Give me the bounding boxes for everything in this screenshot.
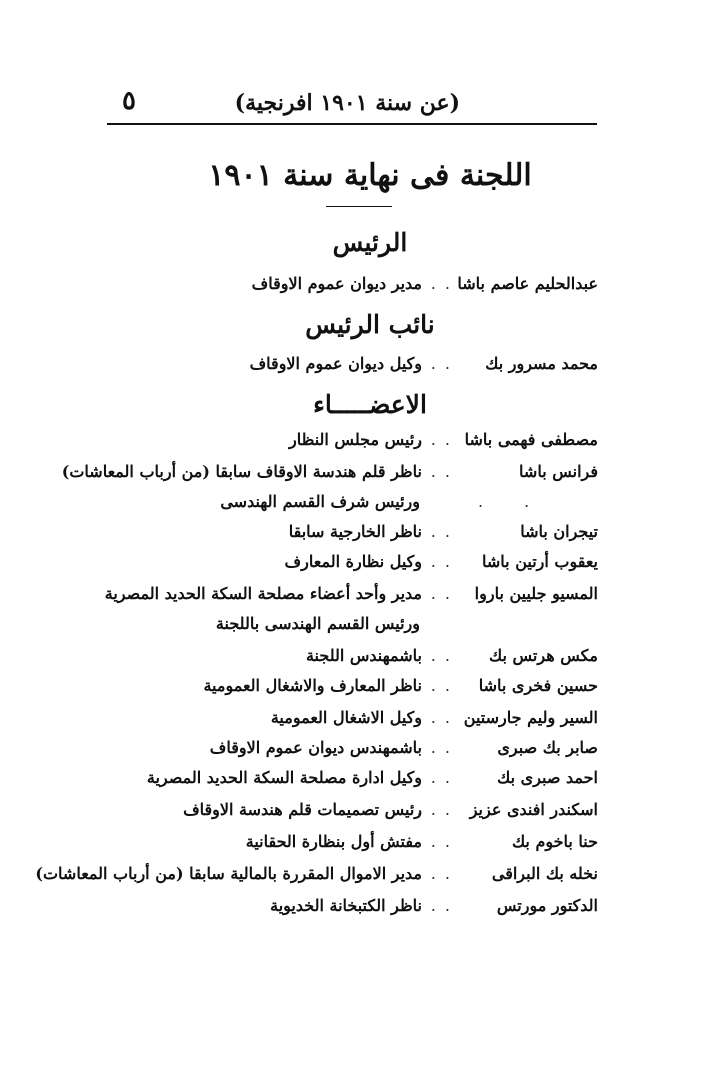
leader-dots: . . .	[416, 552, 452, 571]
member-row	[100, 428, 598, 452]
member-row	[100, 736, 598, 760]
member-name: تيجران باشا	[520, 522, 598, 541]
leader-dots: . . .	[416, 430, 452, 449]
member-role: باشمهندس ديوان عموم الاوقاف	[209, 738, 422, 757]
member-role: رئيس مجلس النظار	[288, 430, 422, 449]
member-row	[100, 550, 598, 574]
members-heading: الاعضـــــاء	[313, 390, 427, 419]
member-row	[100, 830, 598, 854]
member-role: ناظر قلم هندسة الاوقاف سابقا (من أرباب المعاشات)	[61, 462, 422, 481]
member-name: احمد صبرى بك	[497, 768, 598, 787]
president-role: مدير ديوان عموم الاوقاف	[251, 274, 422, 293]
member-name: مصطفى فهمى باشا	[464, 430, 598, 449]
leader-dots: . . .	[416, 768, 452, 787]
member-row	[100, 674, 598, 698]
member-role-continuation: ورئيس القسم الهندسى باللجنة	[215, 614, 420, 633]
leader-dots: . . .	[416, 676, 452, 695]
member-role: مفتش أول بنظارة الحقانية	[245, 832, 422, 851]
member-row	[100, 582, 598, 606]
member-role: وكيل نظارة المعارف	[284, 552, 422, 571]
leader-dots: . . .	[416, 864, 452, 883]
leader-dots: . . .	[416, 832, 452, 851]
leader-dots: . . .	[416, 354, 452, 373]
member-role: ناظر الكتبخانة الخديوية	[270, 896, 422, 915]
president-row	[100, 272, 598, 296]
member-role: وكيل ادارة مصلحة السكة الحديد المصرية	[146, 768, 422, 787]
member-name: مكس هرتس بك	[489, 646, 598, 665]
member-row	[35, 862, 598, 886]
leader-dots: . . .	[416, 738, 452, 757]
member-name: فرانس باشا	[519, 462, 598, 481]
leader-dots: . . .	[416, 462, 452, 481]
leader-dots: . . .	[416, 896, 452, 915]
member-row	[100, 766, 598, 790]
leader-dots: . .	[478, 492, 548, 511]
leader-dots: . . .	[416, 646, 452, 665]
member-name: حنا باخوم بك	[511, 832, 598, 851]
member-row	[100, 894, 598, 918]
page-number: ٥	[122, 86, 136, 116]
vice-president-name: محمد مسرور بك	[485, 354, 598, 373]
vice-president-role: وكيل ديوان عموم الاوقاف	[249, 354, 422, 373]
member-row	[61, 460, 598, 484]
leader-dots: . . .	[416, 800, 452, 819]
member-role: ناظر المعارف والاشغال العمومية	[203, 676, 422, 695]
member-name: نخله بك البراقى	[491, 864, 598, 883]
member-name: السير وليم جارستين	[463, 708, 598, 727]
running-title: (عن سنة ١٩٠١ افرنجية)	[234, 90, 460, 116]
president-name: عبدالحليم عاصم باشا	[457, 274, 598, 293]
member-role-continuation: ورئيس شرف القسم الهندسى	[220, 492, 420, 511]
member-name: يعقوب أرتين باشا	[482, 552, 598, 571]
member-name: الدكتور مورتس	[496, 896, 598, 915]
member-role: مدير وأحد أعضاء مصلحة السكة الحديد المصرية	[104, 584, 422, 603]
page-title: اللجنة فى نهاية سنة ١٩٠١	[208, 158, 532, 193]
vice-president-heading: نائب الرئيس	[305, 310, 435, 339]
vice-president-row	[100, 352, 598, 376]
member-name: حسين فخرى باشا	[478, 676, 598, 695]
member-row	[100, 644, 598, 668]
member-role: ناظر الخارجية سابقا	[288, 522, 422, 541]
header-rule	[107, 123, 597, 125]
leader-dots: . . .	[416, 522, 452, 541]
leader-dots: . . .	[416, 708, 452, 727]
title-rule	[326, 206, 392, 207]
leader-dots: . . .	[416, 584, 452, 603]
member-row	[100, 798, 598, 822]
member-row	[100, 520, 598, 544]
member-name: صابر بك صبرى	[497, 738, 598, 757]
member-row	[100, 706, 598, 730]
member-role: باشمهندس اللجنة	[305, 646, 422, 665]
member-role: مدير الاموال المقررة بالمالية سابقا (من أرباب المعاشات)	[35, 864, 422, 883]
leader-dots: . . .	[416, 274, 452, 293]
member-role: رئيس تصميمات قلم هندسة الاوقاف	[183, 800, 422, 819]
member-role: وكيل الاشغال العمومية	[270, 708, 422, 727]
president-heading: الرئيس	[332, 228, 408, 257]
member-name: اسكندر افندى عزيز	[469, 800, 598, 819]
member-name: المسيو جليين باروا	[474, 584, 598, 603]
